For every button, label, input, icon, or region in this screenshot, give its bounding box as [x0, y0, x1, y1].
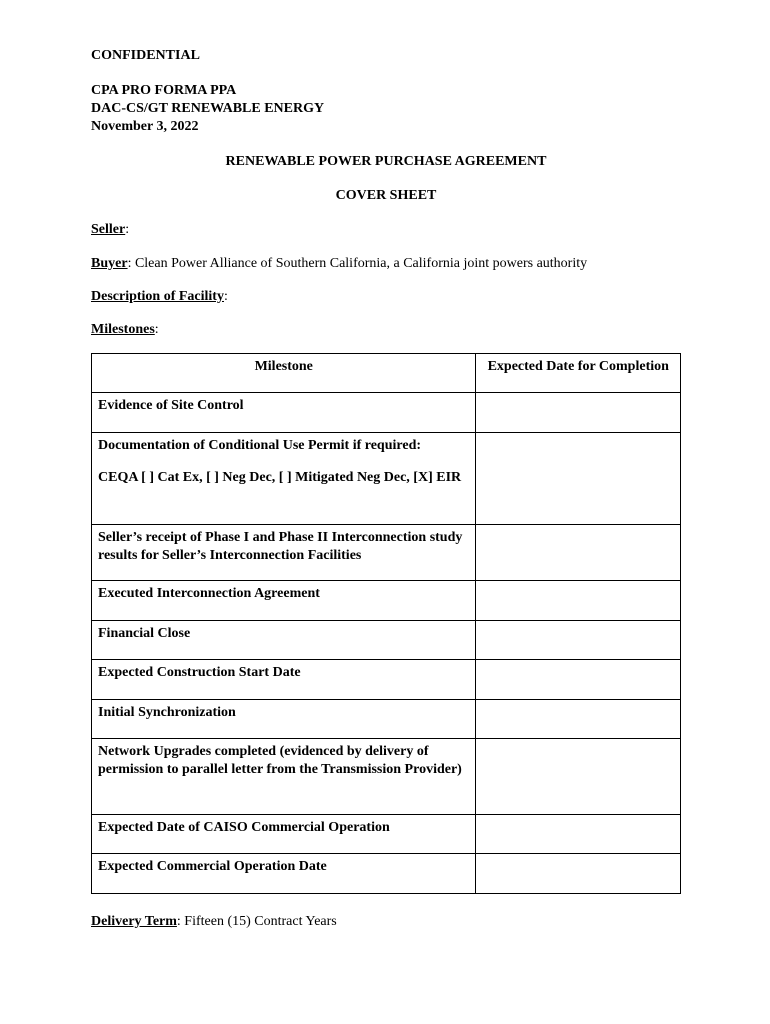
expected-date-column-header: Expected Date for Completion: [476, 354, 681, 393]
confidential-label: CONFIDENTIAL: [91, 48, 200, 63]
table-header-row: [92, 354, 681, 393]
milestone-cell: Financial Close: [92, 621, 476, 660]
milestones-field: [91, 321, 159, 339]
expected-date-cell[interactable]: [476, 621, 681, 660]
document-title: RENEWABLE POWER PURCHASE AGREEMENT: [225, 154, 547, 169]
expected-date-cell[interactable]: [476, 660, 681, 700]
table-row: [92, 660, 681, 700]
seller-suffix: :: [125, 222, 130, 237]
expected-date-cell[interactable]: [476, 700, 681, 739]
milestone-cell: Evidence of Site Control: [92, 393, 476, 433]
expected-date-cell[interactable]: [476, 739, 681, 815]
header-date: November 3, 2022: [91, 119, 199, 134]
milestone-column-header: Milestone: [92, 354, 476, 393]
milestone-cell: Documentation of Conditional Use Permit if required: CEQA [ ] Cat Ex, [ ] Neg Dec, [ ] Mitigated Neg Dec, [X] EIR: [92, 433, 476, 525]
table-row: [92, 393, 681, 433]
milestone-cell: Initial Synchronization: [92, 700, 476, 739]
expected-date-cell[interactable]: [476, 433, 681, 525]
table-row: [92, 815, 681, 854]
facility-label: Description of Facility: [91, 289, 224, 304]
table-row: [92, 525, 681, 581]
expected-date-cell[interactable]: [476, 854, 681, 894]
milestone-cell: Expected Date of CAISO Commercial Operation: [92, 815, 476, 854]
facility-field: [91, 288, 228, 306]
milestones-table: [91, 353, 681, 894]
buyer-field: [91, 255, 587, 273]
delivery-term-value: : Fifteen (15) Contract Years: [176, 914, 337, 929]
table-row: [92, 621, 681, 660]
milestones-suffix: :: [154, 322, 159, 337]
seller-label: Seller: [91, 222, 126, 237]
expected-date-cell[interactable]: [476, 815, 681, 854]
table-row: [92, 700, 681, 739]
milestone-cell: Executed Interconnection Agreement: [92, 581, 476, 621]
table-row: [92, 854, 681, 894]
header-line-2: DAC-CS/GT RENEWABLE ENERGY: [91, 101, 325, 116]
document-subtitle: COVER SHEET: [335, 188, 437, 203]
table-row: [92, 581, 681, 621]
facility-suffix: :: [223, 289, 228, 304]
buyer-label: Buyer: [91, 256, 128, 271]
milestones-label: Milestones: [91, 322, 155, 337]
delivery-term-field: [91, 913, 337, 931]
table-row: [92, 433, 681, 525]
expected-date-cell[interactable]: [476, 525, 681, 581]
table-row: [92, 739, 681, 815]
header-line-1: CPA PRO FORMA PPA: [91, 83, 237, 98]
seller-field: [91, 221, 129, 239]
milestone-cell: Seller’s receipt of Phase I and Phase II Interconnection study results for Seller’s Interconnection Facilities: [92, 525, 476, 581]
milestone-cell: Expected Construction Start Date: [92, 660, 476, 700]
milestone-cell: Expected Commercial Operation Date: [92, 854, 476, 894]
expected-date-cell[interactable]: [476, 581, 681, 621]
milestone-cell: Network Upgrades completed (evidenced by delivery of permission to parallel letter from the Transmission Provider): [92, 739, 476, 815]
buyer-value: : Clean Power Alliance of Southern California, a California joint powers authority: [127, 256, 588, 271]
expected-date-cell[interactable]: [476, 393, 681, 433]
delivery-term-label: Delivery Term: [91, 914, 177, 929]
